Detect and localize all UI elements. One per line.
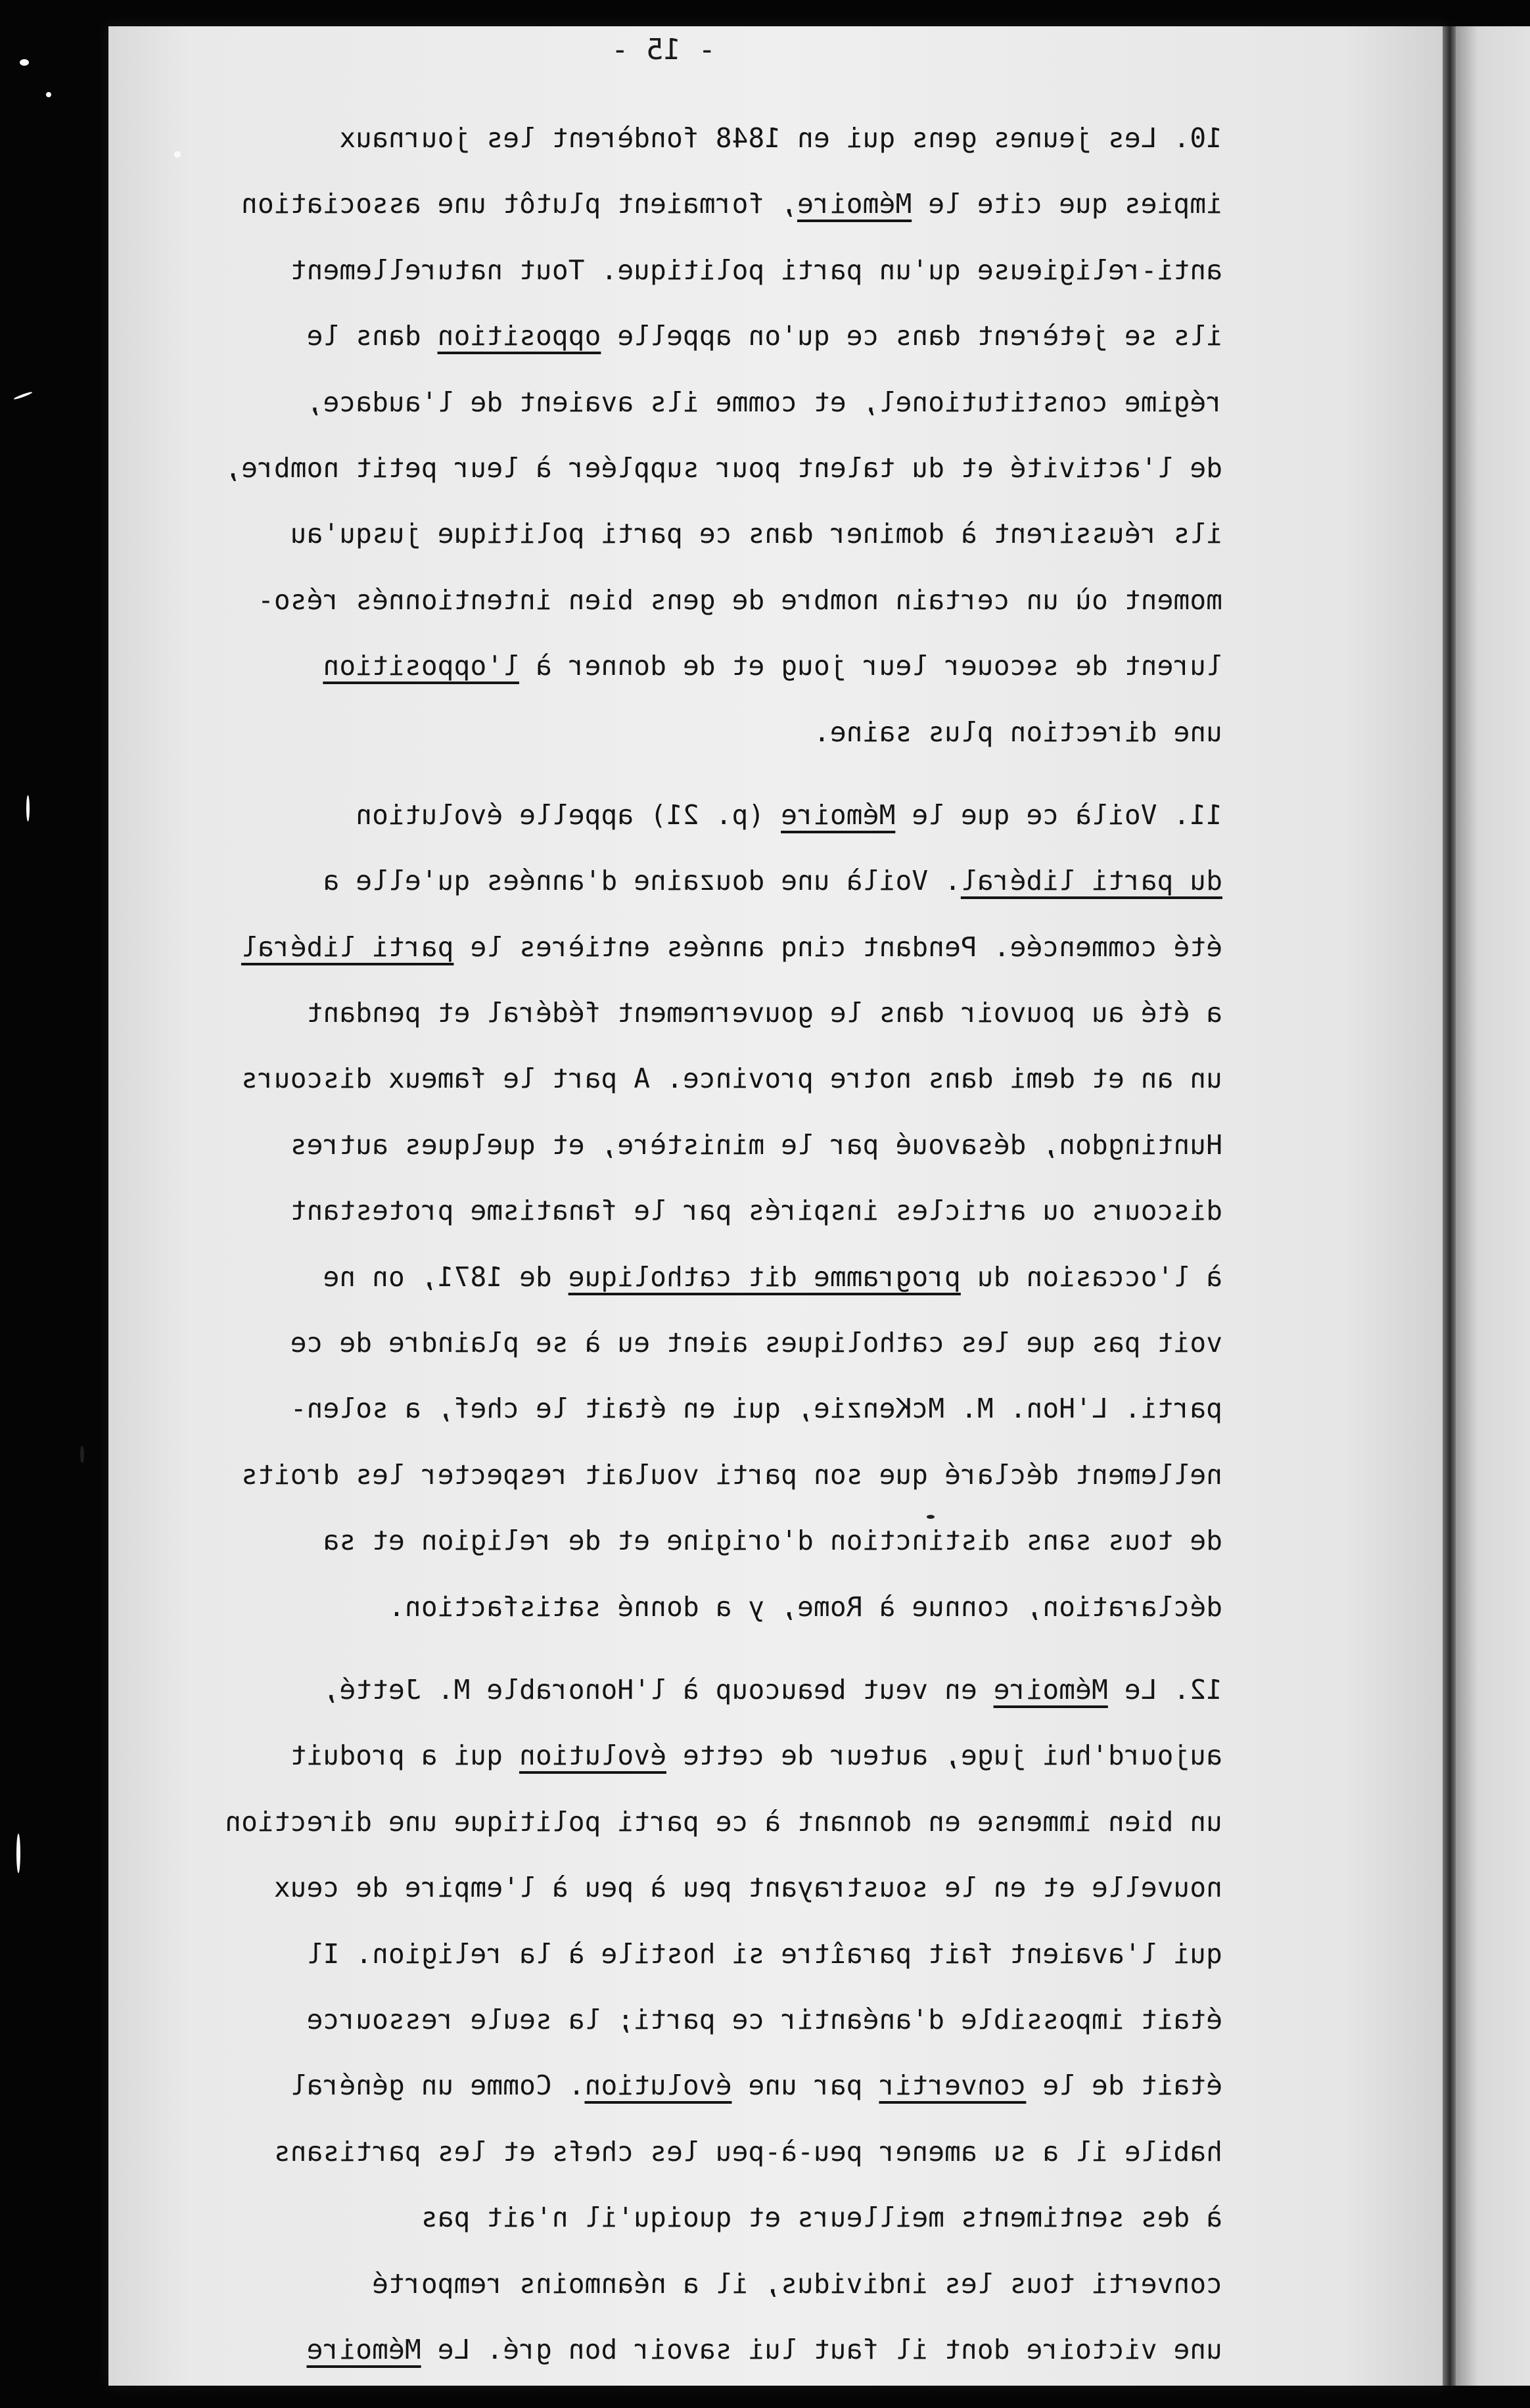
- text-line: de tous sans distinction d'origine et de religion et sa: [323, 1525, 1222, 1557]
- text-line: aujourd'hui juge, auteur de cette évolution qui a produit: [290, 1740, 1222, 1772]
- dust-speck: [80, 1446, 84, 1463]
- underlined-text: Mémoire: [993, 1673, 1108, 1705]
- underlined-text: Mémoire: [306, 2333, 421, 2365]
- dust-speck: [16, 1834, 20, 1873]
- text-line: été commencée. Pendant cinq années entières le parti libéral: [241, 931, 1222, 963]
- text-line: lurent de secouer leur joug et de donner à l'opposition: [323, 650, 1222, 682]
- text-line: parti. L'Hon. M. McKenzie, qui en était le chef, a solen-: [290, 1393, 1222, 1425]
- text-line: moment où un certain nombre de gens bien intentionnés réso-: [257, 584, 1222, 616]
- dust-speck: [46, 92, 51, 97]
- text-line: nellement déclaré que son parti voulait respecter les droits: [241, 1458, 1222, 1491]
- text-line: un an et demi dans notre province. A part le fameux discours: [241, 1063, 1222, 1095]
- adjacent-page-edge: [1456, 26, 1530, 2386]
- page-gutter: [1443, 26, 1457, 2386]
- dust-speck: [20, 59, 29, 66]
- text-line: 10. Les jeunes gens qui en 1848 fondèrent les journaux: [339, 122, 1222, 154]
- text-line: à des sentiments meilleurs et quoiqu'il n'ait pas: [421, 2202, 1222, 2234]
- underlined-text: évolution: [519, 1740, 666, 1772]
- text-line: une direction plus saine.: [813, 716, 1222, 748]
- text-line: à l'occasion du programme dit catholique de 1871, on ne: [323, 1261, 1222, 1293]
- text-line: habile il a su amener peu-à-peu les chefs et les partisans: [273, 2135, 1222, 2167]
- underlined-text: opposition: [437, 320, 601, 352]
- text-line: converti tous les individus, il a néanmoins remporté: [372, 2267, 1222, 2300]
- text-line: Huntingdon, désavoué par le ministère, et quelques autres: [290, 1128, 1222, 1161]
- underlined-text: l'opposition: [323, 650, 519, 682]
- text-line: ils se jetèrent dans ce qu'on appelle opposition dans le: [306, 320, 1222, 352]
- dust-speck: [26, 795, 30, 822]
- text-line: du parti libéral. Voilà une douzaine d'années qu'elle a: [323, 865, 1222, 897]
- underlined-text: programme dit catholique: [568, 1261, 961, 1293]
- text-line: était impossible d'anéantir ce parti; la seule ressource: [306, 2003, 1222, 2035]
- underlined-text: du parti libéral: [960, 865, 1222, 897]
- text-line: nouvelle et en le soustrayant peu à peu à l'empire de ceux: [273, 1872, 1222, 1904]
- underlined-text: convertir: [879, 2070, 1027, 2102]
- text-line: ils réussirent à dominer dans ce parti politique jusqu'au: [290, 518, 1222, 550]
- text-line: était de le convertir par une évolution. Comme un général: [290, 2070, 1222, 2102]
- paragraph-11: [158, 782, 1222, 1640]
- text-line: déclaration, connue à Rome, y a donné satisfaction.: [388, 1590, 1222, 1623]
- text-line: anti-religieuse qu'un parti politique. Tout naturellement: [290, 254, 1222, 286]
- text-line: discours ou articles inspirés par le fanatisme protestant: [290, 1195, 1222, 1227]
- text-line: de l'activité et du talent pour suppléer à leur petit nombre,: [225, 452, 1222, 484]
- underlined-text: évolution: [584, 2070, 732, 2102]
- text-line: régime constitutionel, et comme ils avaient de l'audace,: [306, 386, 1222, 418]
- text-line: 12. Le Mémoire en veut beaucoup à l'Honorable M. Jetté,: [323, 1673, 1222, 1705]
- underlined-text: parti libéral: [241, 931, 454, 963]
- underlined-text: Mémoire: [797, 188, 912, 220]
- underlined-text: Mémoire: [781, 799, 896, 831]
- text-line: a été au pouvoir dans le gouvernement fédéral et pendant: [306, 997, 1222, 1029]
- paragraph-10: [158, 105, 1222, 765]
- text-line: qui l'avaient fait paraître si hostile à la religion. Il: [306, 1937, 1222, 1970]
- text-line: impies que cite le Mémoire, formaient plutôt une association: [241, 188, 1222, 220]
- paragraph-12: [158, 1657, 1222, 2382]
- text-line: 11. Voilà ce que le Mémoire (p. 21) appelle évolution: [356, 799, 1222, 831]
- page-number: - 15 -: [611, 33, 716, 66]
- text-line: voit pas que les catholiques aient eu à se plaindre de ce: [290, 1327, 1222, 1359]
- typed-text-body: [158, 105, 1222, 2382]
- text-line: une victoire dont il faut lui savoir bon gré. Le Mémoire: [306, 2333, 1222, 2365]
- text-line: un bien immense en donnant à ce parti politique une direction: [225, 1805, 1222, 1838]
